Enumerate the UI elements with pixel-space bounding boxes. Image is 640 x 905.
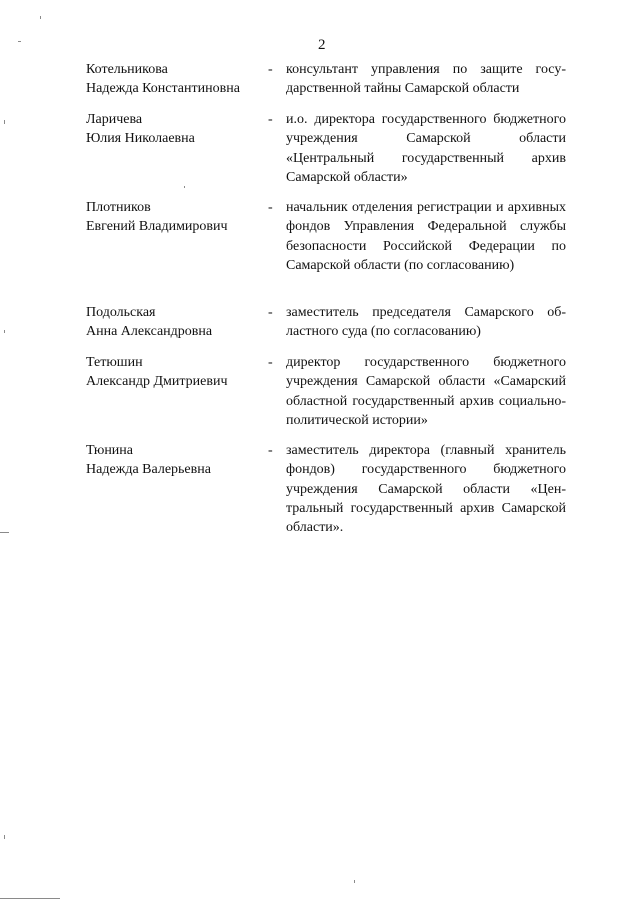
member-surname: Плотников [86, 200, 151, 215]
scan-speck [4, 120, 5, 124]
member-position: и.о. директора государственного бюджетного учреждения Самарской области «Центральный государственный архив Самарской области» [286, 112, 566, 185]
scan-speck [354, 880, 355, 883]
member-surname: Котельникова [86, 62, 168, 77]
member-given-names: Александр Дмитриевич [86, 374, 228, 389]
member-position: директор государственного бюджетного учреждения Самарской области «Самарский областной государственный архив социально-политической истории» [286, 355, 566, 428]
page-number: 2 [318, 37, 326, 53]
entry-dash: - [268, 443, 273, 458]
member-surname: Тюнина [86, 443, 134, 458]
entry-dash: - [268, 112, 273, 127]
member-given-names: Надежда Константиновна [86, 81, 240, 96]
member-name [86, 60, 264, 98]
member-name [86, 303, 264, 341]
member-name [86, 110, 264, 148]
entry-dash: - [268, 355, 273, 370]
entry-dash: - [268, 200, 273, 215]
scan-speck [40, 16, 41, 19]
scan-speck [4, 835, 5, 839]
member-name [86, 353, 264, 391]
member-position: начальник отделения регистрации и архивных фондов Управления Федеральной службы безопасности Российской Федерации по Самарской области (по согласованию) [286, 200, 566, 273]
member-surname: Тетюшин [86, 355, 143, 370]
member-given-names: Евгений Владимирович [86, 219, 228, 234]
member-surname: Подольская [86, 305, 156, 320]
member-given-names: Юлия Николаевна [86, 131, 195, 146]
entry-dash: - [268, 305, 273, 320]
scan-speck [0, 532, 9, 533]
entry-dash: - [268, 62, 273, 77]
member-position: консультант управления по защите государственной тайны Самарской области [286, 62, 566, 97]
member-given-names: Надежда Валерьевна [86, 462, 211, 477]
scan-speck [0, 898, 60, 899]
member-given-names: Анна Александровна [86, 324, 213, 339]
member-name [86, 198, 264, 236]
scan-speck [4, 330, 5, 333]
scan-speck [184, 186, 185, 188]
member-position: заместитель председателя Самарского областного суда (по согласованию) [286, 305, 566, 340]
member-name [86, 441, 264, 479]
member-position: заместитель директора (главный хранитель фондов) государственного бюджетного учреждения Самарской области «Центральный государственный архив Самарской области». [286, 443, 566, 536]
member-surname: Ларичева [86, 112, 143, 127]
scan-speck [18, 41, 21, 42]
